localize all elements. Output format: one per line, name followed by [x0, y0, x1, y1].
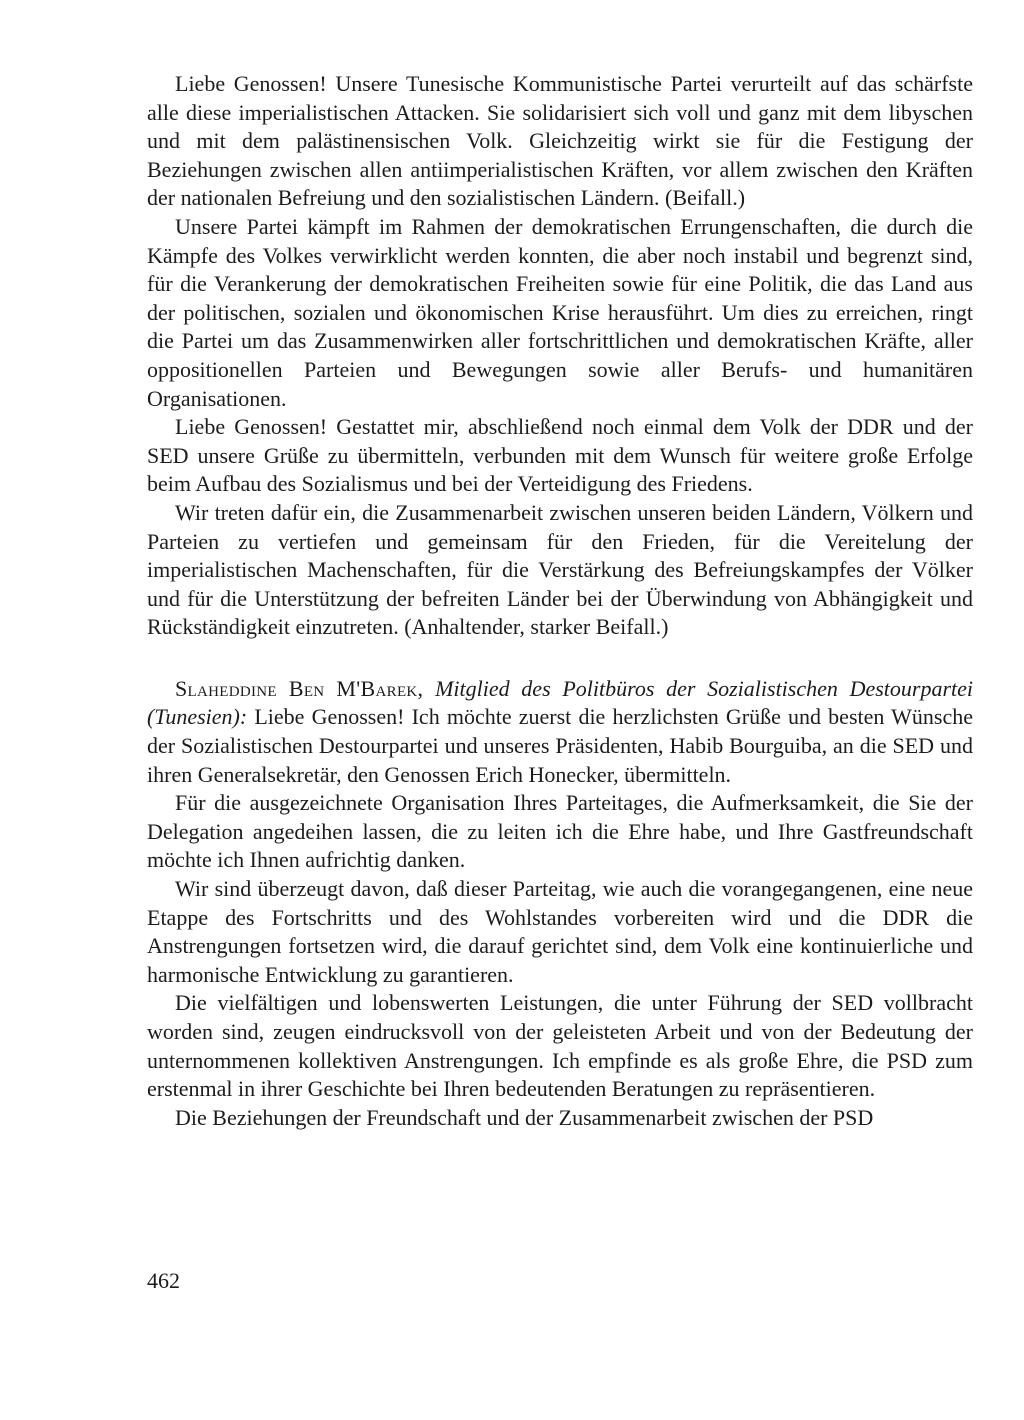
speaker-role: Mitglied des Politbüros der Sozialistischen Destourpartei (Tunesien): [147, 675, 974, 730]
page-number: 462 [147, 1268, 180, 1293]
paragraph-6: Wir sind überzeugt davon, daß dieser Parteitag, wie auch die vorangegangenen, eine neue Etappe des Fortschritts und des Wohlstandes vorbereiten wird und die DDR die Anstrengungen fortsetzen wird, die darauf gerichtet sind, dem Volk eine kontinuierliche und harmonische Entwicklung zu garantieren. [147, 876, 973, 987]
page-body [147, 70, 973, 1132]
paragraph-2: Unsere Partei kämpft im Rahmen der demokratischen Errungenschaften, die durch die Kämpfe des Volkes verwirklicht werden konnten, die aber noch instabil und begrenzt sind, für die Verankerung der demokratischen Freiheiten sowie für eine Politik, die das Land aus der politischen, sozialen und ökonomischen Krise herausführt. Um dies zu erreichen, ringt die Partei um das Zusammenwirken aller fortschrittlichen und demokratischen Kräfte, aller oppositionellen Parteien und Bewegungen sowie aller Berufs- und humanitären Organisationen. [147, 213, 973, 411]
paragraph-5: Für die ausgezeichnete Organisation Ihres Parteitages, die Aufmerksamkeit, die Sie der Delegation angedeihen lassen, die zu leiten ich die Ehre habe, und Ihre Gastfreundschaft möchte ich Ihnen aufrichtig danken. [147, 790, 973, 873]
paragraph-7: Die vielfältigen und lobenswerten Leistungen, die unter Führung der SED vollbracht worden sind, zeugen eindrucksvoll von der geleisteten Arbeit und von der Bedeutung der unternommenen kollektiven Anstrengungen. Ich empfinde es als große Ehre, die PSD zum erstenmal in ihrer Geschichte bei Ihren bedeutenden Beratungen zu repräsentieren. [147, 990, 973, 1102]
speaker-name: Slaheddine Ben M'Barek, [175, 675, 424, 701]
paragraph-1: Liebe Genossen! Unsere Tunesische Kommunistische Partei verurteilt auf das schärfste alle diese imperialistischen Attacken. Sie solidarisiert sich voll und ganz mit dem libyschen und mit dem palästinensischen Volk. Gleichzeitig wirkt sie für die Festigung der Beziehungen zwischen allen antiimperialistischen Kräften, vor allem zwischen den Kräften der nationalen Befreiung und den sozialistischen Ländern. (Beifall.) [147, 71, 973, 211]
speech-text: Liebe Genossen! Ich möchte zuerst die herzlichsten Grüße und besten Wünsche der Sozialistischen Destourpartei und unseres Präsidenten, Habib Bourguiba, an die SED und ihren Generalsekretär, den Genossen Erich Honecker, übermitteln. [147, 704, 973, 787]
paragraph-8: Die Beziehungen der Freundschaft und der Zusammenarbeit zwischen der PSD [175, 1104, 874, 1130]
paragraph-3: Liebe Genossen! Gestattet mir, abschließend noch einmal dem Volk der DDR und der SED unsere Grüße zu übermitteln, verbunden mit dem Wunsch für weitere große Erfolge beim Aufbau des Sozialismus und bei der Verteidigung des Friedens. [147, 414, 973, 497]
speech-opening [147, 675, 973, 789]
paragraph-4: Wir treten dafür ein, die Zusammenarbeit zwischen unseren beiden Ländern, Völkern und Parteien zu vertiefen und gemeinsam für den Frieden, für die Vereitelung der imperialistischen Machenschaften, für die Verstärkung des Befreiungskampfes der Völker und für die Unterstützung der befreiten Länder bei der Überwindung von Abhängigkeit und Rückständigkeit einzutreten. (Anhaltender, starker Beifall.) [147, 499, 973, 640]
